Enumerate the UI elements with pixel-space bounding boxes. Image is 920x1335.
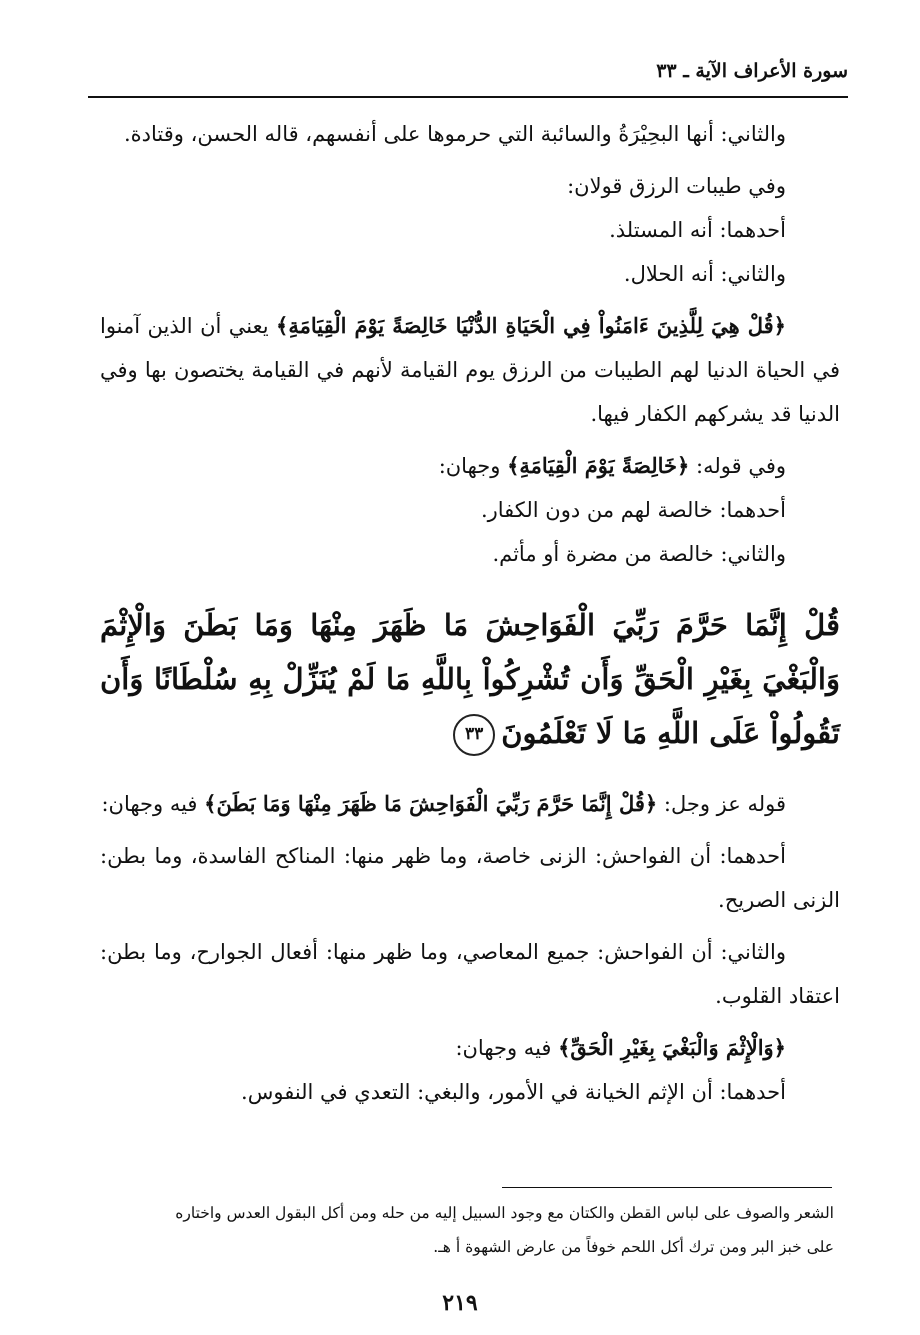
paragraph (100, 1026, 840, 1070)
paragraph-text: فيه وجهان: (101, 792, 205, 816)
paragraph-text: فيه وجهان: (455, 1036, 559, 1060)
paragraph (100, 304, 840, 436)
paragraph: أحدهما: أن الفواحش: الزنى خاصة، وما ظهر منها: المناكح الفاسدة، وما بطن: الزنى الصريح. (100, 844, 840, 912)
running-header: سورة الأعراف الآية ـ ٣٣ (656, 60, 848, 82)
footnotes (96, 1196, 834, 1264)
quran-quote: ﴿خَالِصَةً يَوْمَ الْقِيَامَةِ﴾ (507, 453, 690, 478)
paragraph (100, 444, 840, 488)
quran-verse: قُلْ إِنَّمَا حَرَّمَ رَبِّيَ الْفَوَاحِشَ مَا ظَهَرَ مِنْهَا وَمَا بَطَنَ وَالْإِثْمَ وَالْبَغْيَ بِغَيْرِ الْحَقِّ وَأَن تُشْرِكُواْ بِاللَّهِ مَا لَمْ يُنَزِّلْ بِهِ سُلْطَانًا وَأَن تَقُولُواْ عَلَى اللَّهِ مَا لَا تَعْلَمُونَ (100, 608, 840, 750)
paragraph (100, 782, 840, 826)
paragraph: أحدهما: خالصة لهم من دون الكفار. (480, 498, 786, 522)
quran-quote: ﴿قُلْ هِيَ لِلَّذِينَ ءَامَنُواْ فِي الْحَيَاةِ الدُّنْيَا خَالِصَةً يَوْمَ الْقِيَامَةِ﴾ (276, 313, 786, 338)
paragraph: والثاني: أنه الحلال. (623, 262, 786, 286)
paragraph-text: وفي قوله: (689, 454, 786, 478)
paragraph-text: يعني أن الذين آمنوا في الحياة الدنيا لهم الطيبات من الرزق يوم القيامة لأنهم في القيامة يختصون بها وفي الدنيا قد يشركهم الكفار فيها. (100, 314, 840, 426)
paragraph: والثاني: أنها البحِيْرَةُ والسائبة التي حرموها على أنفسهم، قاله الحسن، وقتادة. (123, 122, 786, 146)
paragraph: والثاني: خالصة من مضرة أو مأثم. (492, 542, 786, 566)
paragraph-text: وجهان: (438, 454, 508, 478)
quran-verse-block (100, 598, 840, 760)
paragraph: أحدهما: أنه المستلذ. (609, 218, 786, 242)
footnote-line: على خبز البر ومن ترك أكل اللحم خوفاً من عارض الشهوة أ هـ. (433, 1238, 834, 1256)
paragraph: وفي طيبات الرزق قولان: (567, 174, 786, 198)
paragraph-text: قوله عز وجل: (657, 792, 786, 816)
quran-quote: ﴿قُلْ إِنَّمَا حَرَّمَ رَبِّيَ الْفَوَاحِشَ مَا ظَهَرَ مِنْهَا وَمَا بَطَنَ﴾ (204, 791, 658, 816)
footnote-rule (502, 1187, 832, 1188)
body-text (100, 112, 840, 1114)
quran-quote: ﴿وَالْإِثْمَ وَالْبَغْيَ بِغَيْرِ الْحَقِّ﴾ (558, 1035, 786, 1060)
header-rule (88, 96, 848, 98)
footnote-line: الشعر والصوف على لباس القطن والكتان مع وجود السبيل إليه من حله ومن أكل البقول العدس واختاره (175, 1204, 834, 1222)
paragraph: والثاني: أن الفواحش: جميع المعاصي، وما ظهر منها: أفعال الجوارح، وما بطن: اعتقاد القلوب. (100, 940, 840, 1008)
paragraph: أحدهما: أن الإثم الخيانة في الأمور، والبغي: التعدي في النفوس. (241, 1080, 786, 1104)
page-number: ٢١٩ (442, 1290, 478, 1316)
ayah-number-ornament: ٣٣ (453, 714, 495, 756)
